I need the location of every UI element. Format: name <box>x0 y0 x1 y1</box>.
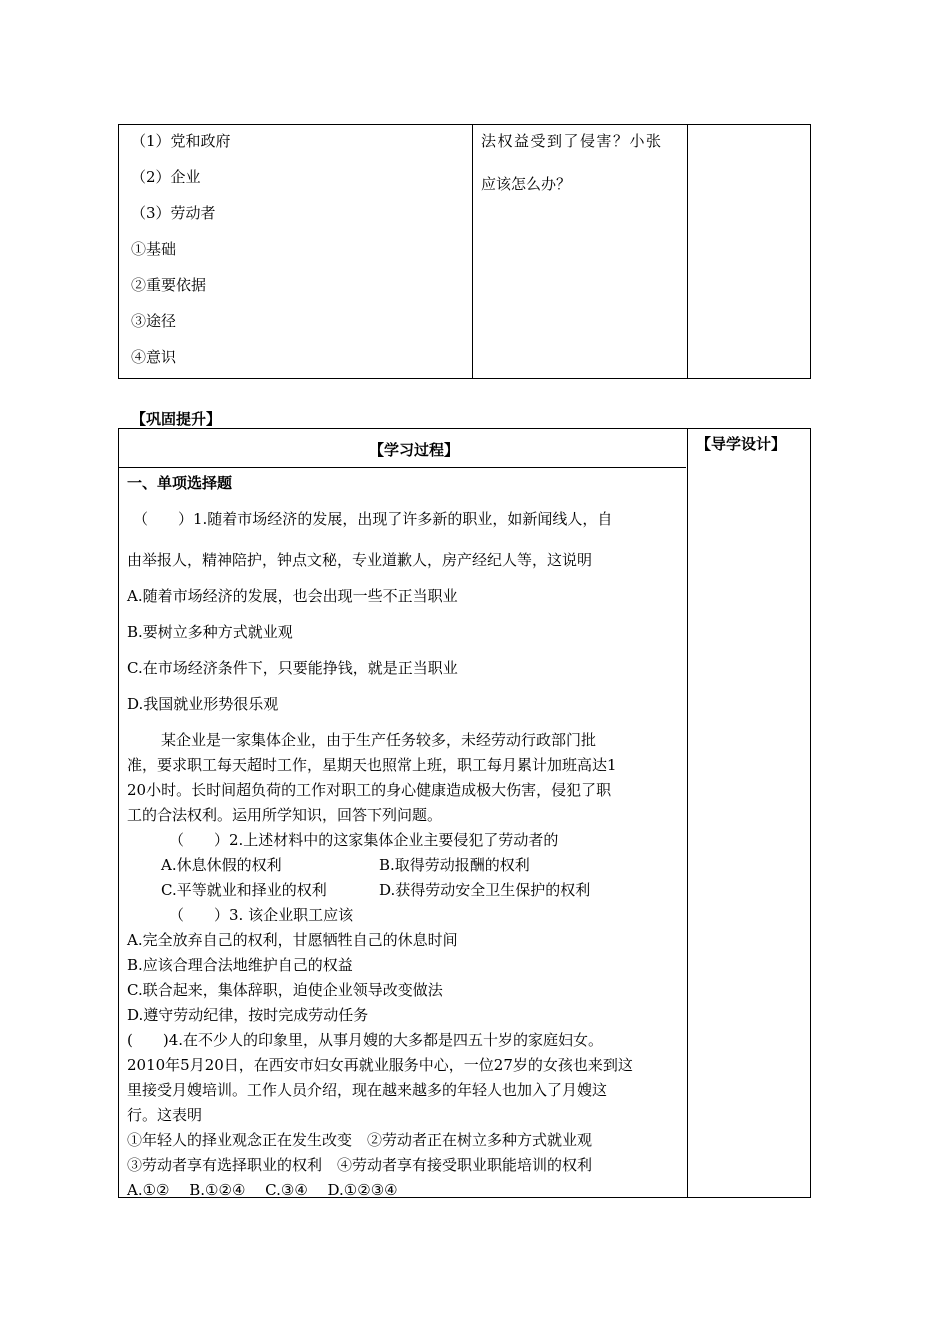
option: D.遵守劳动纪律，按时完成劳动任务 <box>127 1006 369 1024</box>
question-text: （ ）2.上述材料中的这家集体企业主要侵犯了劳动者的 <box>169 831 559 849</box>
option: A.休息休假的权利 <box>161 856 282 874</box>
material-text: 准，要求职工每天超时工作，星期天也照常上班，职工每月累计加班高达1 <box>127 756 617 774</box>
option: D.获得劳动安全卫生保护的权利 <box>379 881 591 899</box>
option: C.联合起来，集体辞职，迫使企业领导改变做法 <box>127 981 443 999</box>
column-divider <box>472 125 473 378</box>
list-item: （1）党和政府 <box>131 132 231 150</box>
option: C.在市场经济条件下，只要能挣钱，就是正当职业 <box>127 659 458 677</box>
list-item: ④意识 <box>131 348 177 366</box>
section-title: 【巩固提升】 <box>131 410 222 428</box>
list-item: ②重要依据 <box>131 276 207 294</box>
material-text: 20小时。长时间超负荷的工作对职工的身心健康造成极大伤害，侵犯了职 <box>127 781 612 799</box>
question-text: 法权益受到了侵害？小张 <box>481 132 663 150</box>
header-process: 【学习过程】 <box>369 441 460 459</box>
option: A.随着市场经济的发展，也会出现一些不正当职业 <box>127 587 458 605</box>
option: B.要树立多种方式就业观 <box>127 623 293 641</box>
question-text: 由举报人，精神陪护，钟点文秘，专业道歉人，房产经纪人等，这说明 <box>127 551 593 569</box>
top-table <box>118 124 811 379</box>
option: ①年轻人的择业观念正在发生改变 ②劳动者正在树立多种方式就业观 <box>127 1131 593 1149</box>
option: B.应该合理合法地维护自己的权益 <box>127 956 353 974</box>
section-heading: 一、单项选择题 <box>127 474 233 492</box>
option: D.我国就业形势很乐观 <box>127 695 279 713</box>
question-text: 里接受月嫂培训。工作人员介绍，现在越来越多的年轻人也加入了月嫂这 <box>127 1081 608 1099</box>
option: A.①② B.①②④ C.③④ D.①②③④ <box>127 1181 398 1199</box>
list-item: ①基础 <box>131 240 177 258</box>
material-text: 某企业是一家集体企业，由于生产任务较多，未经劳动行政部门批 <box>161 731 597 749</box>
option: ③劳动者享有选择职业的权利 ④劳动者享有接受职业职能培训的权利 <box>127 1156 593 1174</box>
question-text: ( )4.在不少人的印象里，从事月嫂的大多都是四五十岁的家庭妇女。 <box>127 1031 604 1049</box>
question-text: （ ）3. 该企业职工应该 <box>169 906 354 924</box>
option: A.完全放弃自己的权利，甘愿牺牲自己的休息时间 <box>127 931 458 949</box>
column-divider <box>687 125 688 378</box>
question-text: 行。这表明 <box>127 1106 203 1124</box>
question-text: 2010年5月20日，在西安市妇女再就业服务中心，一位27岁的女孩也来到这 <box>127 1056 633 1074</box>
study-table <box>118 428 811 1198</box>
list-item: ③途径 <box>131 312 177 330</box>
list-item: （3）劳动者 <box>131 204 216 222</box>
option: B.取得劳动报酬的权利 <box>379 856 530 874</box>
option: C.平等就业和择业的权利 <box>161 881 327 899</box>
material-text: 工的合法权利。运用所学知识，回答下列问题。 <box>127 806 443 824</box>
column-divider <box>687 429 688 1197</box>
header-design: 【导学设计】 <box>696 435 787 453</box>
question-text: （ ）1.随着市场经济的发展，出现了许多新的职业，如新闻线人，自 <box>133 510 613 528</box>
list-item: （2）企业 <box>131 168 201 186</box>
question-text: 应该怎么办？ <box>481 175 572 193</box>
row-divider <box>119 467 686 468</box>
